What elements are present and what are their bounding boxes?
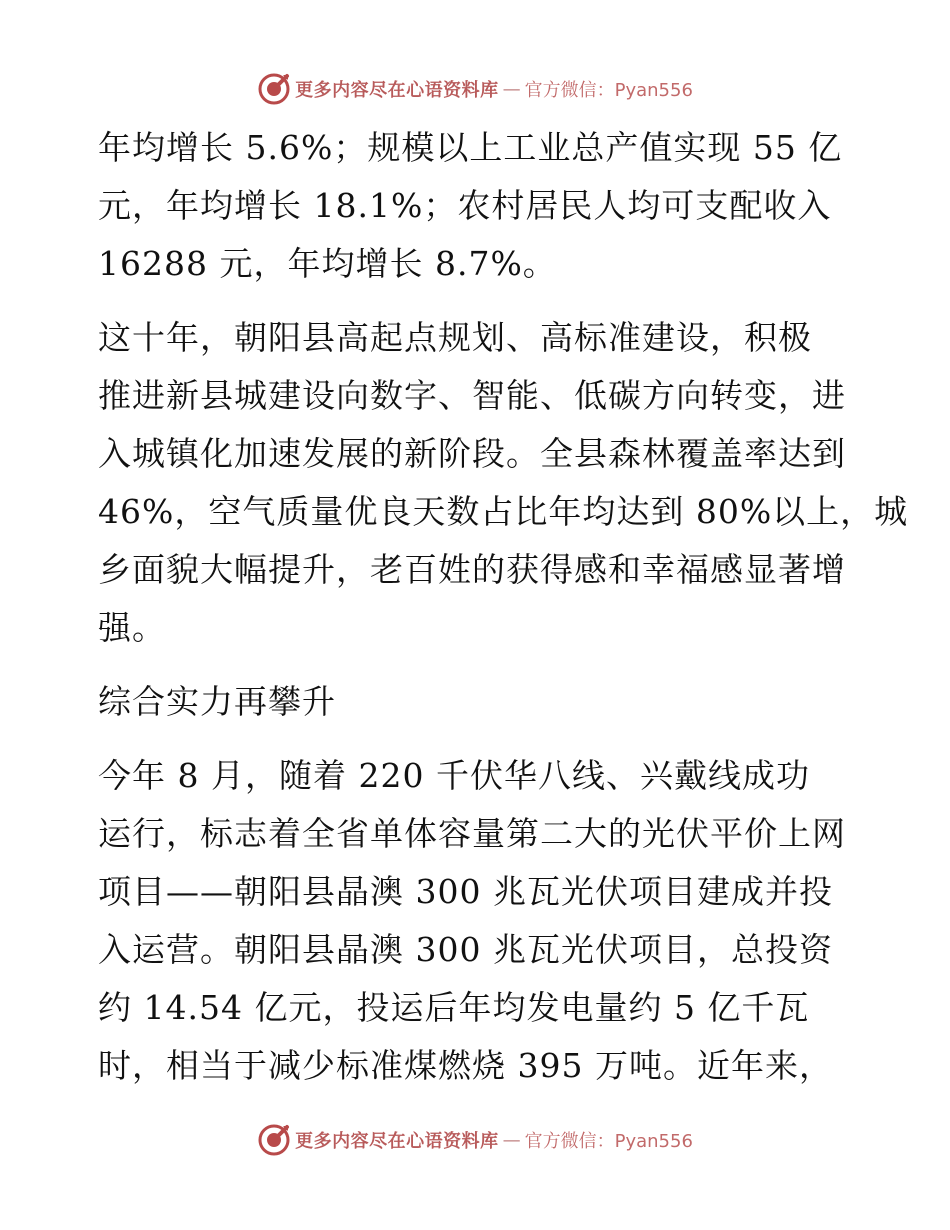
paragraph-solar-project xyxy=(98,752,858,1100)
text-line: 运行，标志着全省单体容量第二大的光伏平价上网 xyxy=(98,814,846,853)
watermark-separator: — xyxy=(502,1129,521,1151)
text-line: 约 14.54 亿元，投运后年均发电量约 5 亿千瓦 xyxy=(98,988,810,1027)
header-watermark xyxy=(0,72,950,106)
section-heading xyxy=(98,678,858,736)
text-line: 入运营。朝阳县晶澳 300 兆瓦光伏项目，总投资 xyxy=(98,930,833,969)
paragraph-decade xyxy=(98,314,909,662)
text-line: 16288 元，年均增长 8.7%。 xyxy=(98,244,557,283)
watermark-wechat: 官方微信：Pyan556 xyxy=(524,80,693,101)
footer-watermark xyxy=(0,1123,950,1157)
text-line: 项目——朝阳县晶澳 300 兆瓦光伏项目建成并投 xyxy=(98,872,833,911)
text-line: 强。 xyxy=(98,608,166,647)
text-line: 乡面貌大幅提升，老百姓的获得感和幸福感显著增 xyxy=(98,550,846,589)
text-line: 元，年均增长 18.1%；农村居民人均可支配收入 xyxy=(98,186,832,225)
watermark-title: 更多内容尽在心语资料库 xyxy=(295,80,499,101)
text-line: 时，相当于减少标准煤燃烧 395 万吨。近年来， xyxy=(98,1046,833,1085)
pen-logo-icon xyxy=(257,1123,291,1157)
text-line: 46%，空气质量优良天数占比年均达到 80%以上，城 xyxy=(98,492,909,531)
watermark-title: 更多内容尽在心语资料库 xyxy=(295,1131,499,1152)
heading-line: 综合实力再攀升 xyxy=(98,682,336,721)
watermark-separator: — xyxy=(502,78,521,100)
text-line: 推进新县城建设向数字、智能、低碳方向转变，进 xyxy=(98,376,846,415)
text-line: 这十年，朝阳县高起点规划、高标准建设，积极 xyxy=(98,318,812,357)
text-line: 入城镇化加速发展的新阶段。全县森林覆盖率达到 xyxy=(98,434,846,473)
document-body xyxy=(98,124,909,1116)
watermark-wechat: 官方微信：Pyan556 xyxy=(524,1131,693,1152)
paragraph-stats xyxy=(98,124,858,298)
pen-logo-icon xyxy=(257,72,291,106)
text-line: 年均增长 5.6%；规模以上工业总产值实现 55 亿 xyxy=(98,128,843,167)
text-line: 今年 8 月，随着 220 千伏华八线、兴戴线成功 xyxy=(98,756,810,795)
